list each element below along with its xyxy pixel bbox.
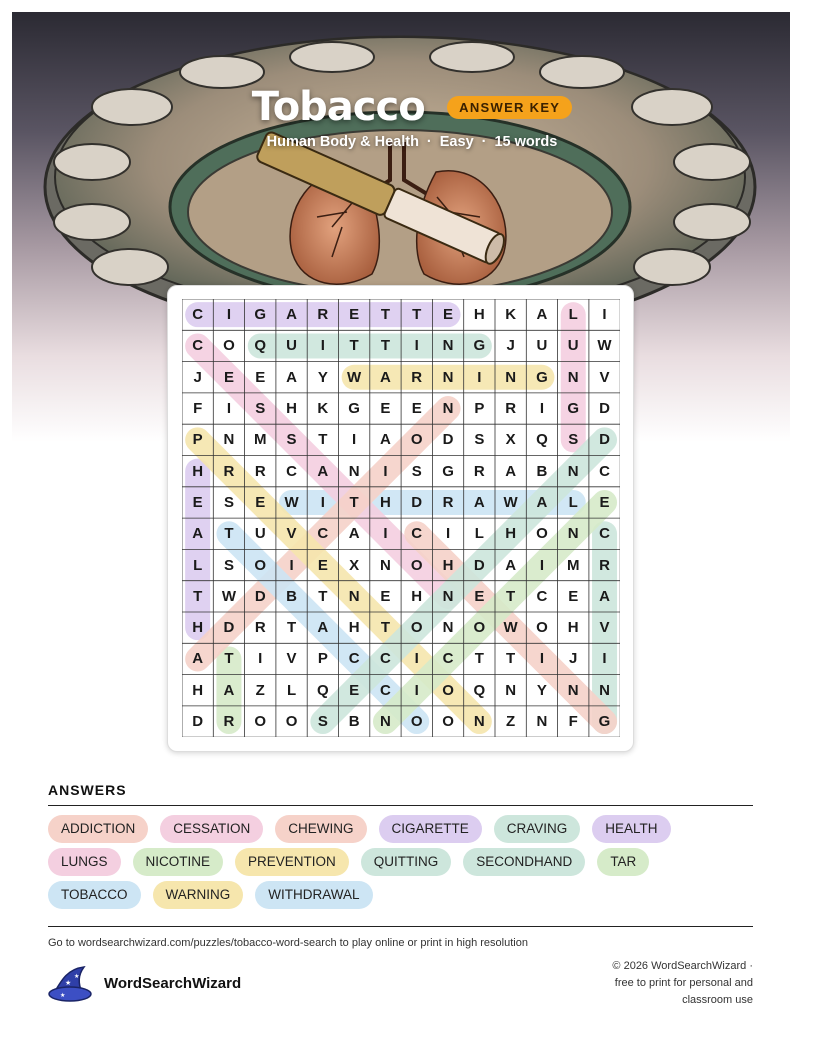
grid-cell: U: [286, 337, 297, 355]
grid-cell: T: [318, 431, 328, 449]
answer-key-badge: ANSWER KEY: [447, 96, 572, 119]
grid-cell: Y: [536, 681, 547, 699]
grid-cell: C: [442, 650, 454, 668]
grid-cell: P: [192, 431, 203, 449]
grid-cell: G: [567, 400, 580, 418]
grid-cell: Q: [317, 681, 329, 699]
footer-divider: [48, 926, 753, 927]
grid-cell: A: [317, 462, 329, 480]
grid-cell: B: [536, 462, 548, 480]
grid-cell: I: [226, 306, 232, 324]
grid-cell: V: [599, 619, 610, 637]
grid-cell: Y: [317, 368, 328, 386]
grid-cell: D: [473, 556, 485, 574]
grid-cell: A: [286, 306, 297, 324]
answer-chip: CHEWING: [275, 815, 366, 843]
svg-text:★: ★: [74, 973, 80, 980]
grid-cell: K: [317, 400, 329, 418]
grid-cell: G: [536, 368, 548, 386]
grid-cell: N: [223, 431, 235, 449]
grid-cell: G: [348, 400, 360, 418]
answer-chip: TAR: [597, 848, 649, 876]
svg-text:★: ★: [65, 979, 72, 987]
grid-cell: G: [598, 713, 611, 730]
answers-heading: ANSWERS: [48, 782, 127, 798]
grid-cell: O: [473, 619, 486, 637]
grid-cell: R: [223, 713, 235, 730]
grid-cell: D: [599, 400, 610, 418]
grid-cell: Q: [254, 337, 267, 355]
answer-chip: ADDICTION: [48, 815, 148, 843]
grid-cell: H: [380, 493, 391, 511]
grid-cell: T: [474, 650, 484, 668]
grid-cell: M: [566, 556, 580, 574]
grid-cell: T: [506, 587, 516, 605]
grid-cell: E: [380, 587, 391, 605]
grid-cell: C: [599, 525, 610, 543]
grid-cell: D: [442, 431, 454, 449]
grid-cell: L: [193, 556, 203, 574]
grid-cell: E: [411, 400, 422, 418]
answer-chip: CESSATION: [160, 815, 263, 843]
grid-cell: H: [411, 587, 423, 605]
page-title: Tobacco: [251, 84, 425, 130]
answer-chip: CRAVING: [494, 815, 581, 843]
grid-cell: E: [349, 306, 360, 324]
answer-chip: QUITTING: [361, 848, 452, 876]
grid-cell: V: [286, 525, 297, 543]
grid-cell: A: [192, 650, 204, 668]
grid-cell: T: [224, 650, 234, 668]
grid-cell: J: [569, 650, 578, 668]
grid-cell: L: [568, 493, 578, 511]
grid-cell: N: [505, 681, 517, 699]
grid-cell: O: [254, 556, 267, 574]
meta-separator: ·: [481, 134, 487, 150]
svg-text:★: ★: [60, 992, 66, 999]
answer-chip: LUNGS: [48, 848, 121, 876]
grid-cell: G: [473, 337, 486, 355]
brand[interactable]: [48, 963, 241, 1003]
grid-cell: N: [442, 587, 454, 605]
grid-cell: I: [383, 462, 388, 480]
grid-cell: E: [255, 368, 266, 386]
grid-cell: T: [349, 493, 359, 511]
grid-cell: S: [474, 431, 485, 449]
grid-cell: N: [567, 525, 579, 543]
grid-cell: T: [193, 587, 203, 605]
grid-cell: T: [380, 337, 391, 355]
grid-cell: C: [192, 306, 204, 324]
grid-cell: N: [473, 713, 485, 730]
copyright-line: © 2026 WordSearchWizard ·: [612, 960, 753, 972]
grid-cell: T: [506, 650, 516, 668]
grid-cell: E: [380, 400, 391, 418]
grid-cell: T: [224, 525, 234, 543]
grid-cell: W: [503, 493, 518, 511]
grid-cell: F: [568, 713, 578, 730]
copyright-line: classroom use: [682, 994, 753, 1006]
meta-difficulty: Easy: [439, 134, 474, 150]
grid-cell: O: [536, 619, 548, 637]
grid-cell: H: [192, 462, 204, 480]
grid-cell: H: [348, 619, 360, 637]
play-online-note[interactable]: Go to wordsearchwizard.com/puzzles/tobacco-word-search to play online or print in high resolution: [48, 937, 528, 949]
grid-cell: O: [442, 713, 454, 730]
grid-cell: I: [414, 681, 419, 699]
grid-cell: L: [474, 525, 484, 543]
grid-cell: C: [348, 650, 360, 668]
grid-cell: H: [473, 306, 485, 324]
grid-cell: I: [539, 400, 544, 418]
grid-cell: E: [568, 587, 579, 605]
grid-cell: T: [412, 306, 422, 324]
grid-cell: O: [223, 337, 235, 355]
grid-cell: I: [414, 650, 419, 668]
brand-name: WordSearchWizard: [104, 974, 242, 992]
grid-cell: M: [253, 431, 267, 449]
grid-cell: N: [348, 587, 360, 605]
grid-cell: R: [317, 306, 329, 324]
grid-cell: I: [539, 556, 544, 574]
grid-cell: I: [414, 337, 419, 355]
grid-cell: D: [599, 431, 610, 449]
grid-cell: E: [599, 493, 610, 511]
grid-cell: H: [192, 681, 204, 699]
grid-cell: C: [192, 337, 204, 355]
grid-cell: E: [192, 493, 203, 511]
word-search-grid: [182, 299, 620, 737]
grid-cell: D: [254, 587, 266, 605]
grid-cell: R: [599, 556, 610, 574]
grid-cell: P: [317, 650, 328, 668]
answer-list: [48, 815, 760, 914]
grid-cell: A: [599, 587, 610, 605]
grid-cell: A: [505, 556, 517, 574]
grid-cell: L: [568, 306, 578, 324]
grid-cell: N: [442, 368, 454, 386]
answer-chip: SECONDHAND: [463, 848, 585, 876]
grid-cell: K: [505, 306, 517, 324]
grid-cell: O: [410, 431, 423, 449]
grid-cell: C: [380, 681, 391, 699]
grid-cell: S: [568, 431, 579, 449]
grid-cell: T: [318, 587, 328, 605]
answer-chip: NICOTINE: [133, 848, 224, 876]
grid-cell: O: [285, 713, 298, 730]
answer-chip: WITHDRAWAL: [255, 881, 372, 909]
grid-cell: S: [317, 713, 328, 730]
title-row: [12, 84, 790, 130]
grid-cell: I: [320, 493, 325, 511]
grid-cell: I: [289, 556, 294, 574]
grid-cell: A: [286, 368, 297, 386]
answer-chip: PREVENTION: [235, 848, 349, 876]
grid-cell: C: [536, 587, 548, 605]
grid-cell: U: [567, 337, 579, 355]
grid-cell: P: [474, 400, 485, 418]
grid-cell: C: [317, 525, 329, 543]
wizard-hat-icon: [48, 963, 92, 1003]
grid-cell: R: [442, 493, 454, 511]
puzzle-meta: [12, 134, 790, 150]
grid-cell: X: [349, 556, 360, 574]
grid-cell: R: [254, 462, 266, 480]
grid-cell: R: [505, 400, 517, 418]
grid-cell: S: [286, 431, 297, 449]
grid-cell: W: [503, 619, 518, 637]
grid-cell: G: [254, 306, 267, 324]
grid-cell: J: [193, 368, 202, 386]
grid-cell: I: [539, 650, 544, 668]
grid-cell: N: [567, 368, 579, 386]
grid-cell: I: [383, 525, 388, 543]
answer-chip: WARNING: [153, 881, 244, 909]
grid-cell: C: [599, 462, 610, 480]
grid-cell: A: [192, 525, 204, 543]
grid-cell: I: [602, 306, 607, 324]
grid-cell: H: [505, 525, 517, 543]
grid-cell: A: [473, 493, 485, 511]
grid-cell: E: [349, 681, 360, 699]
grid-cell: I: [445, 525, 451, 543]
grid-cell: V: [286, 650, 297, 668]
grid-cell: J: [506, 337, 515, 355]
grid-cell: T: [380, 619, 391, 637]
grid-cell: H: [192, 619, 204, 637]
answer-chip: TOBACCO: [48, 881, 141, 909]
grid-cell: S: [223, 493, 234, 511]
grid-cell: O: [442, 681, 454, 699]
grid-cell: R: [254, 619, 266, 637]
grid-cell: W: [597, 337, 612, 355]
copyright-line: free to print for personal and: [614, 977, 753, 989]
grid-cell: B: [286, 587, 297, 605]
grid-cell: O: [536, 525, 548, 543]
grid-cell: X: [505, 431, 516, 449]
grid-cell: I: [477, 368, 482, 386]
grid-cell: Q: [473, 681, 486, 699]
grid-cell: B: [348, 713, 360, 730]
grid-cell: D: [223, 619, 235, 637]
grid-cell: N: [442, 337, 454, 355]
grid-cell: Q: [536, 431, 548, 449]
grid-cell: O: [410, 713, 423, 730]
grid-cell: C: [286, 462, 297, 480]
grid-cell: N: [567, 462, 579, 480]
answer-chip: CIGARETTE: [379, 815, 482, 843]
grid-cell: R: [473, 462, 485, 480]
grid-cell: H: [442, 556, 454, 574]
grid-cell: A: [536, 306, 548, 324]
grid-cell: O: [410, 619, 423, 637]
grid-cell: D: [411, 493, 423, 511]
grid-cell: N: [442, 619, 454, 637]
grid-cell: N: [380, 556, 391, 574]
grid-cell: C: [411, 525, 423, 543]
grid-cell: Z: [255, 681, 265, 699]
grid-cell: A: [505, 462, 517, 480]
grid-cell: E: [317, 556, 328, 574]
grid-cell: V: [599, 368, 610, 386]
grid-cell: A: [380, 368, 391, 386]
grid-cell: N: [380, 713, 391, 730]
letter-cells: [182, 299, 620, 737]
grid-cell: S: [255, 400, 266, 418]
grid-cell: N: [567, 681, 579, 699]
grid-cell: T: [349, 337, 359, 355]
grid-cell: E: [255, 493, 266, 511]
grid-cell: R: [411, 368, 423, 386]
meta-category: Human Body & Health: [266, 134, 419, 150]
grid-cell: E: [223, 368, 234, 386]
grid-cell: W: [221, 587, 237, 605]
grid-cell: A: [348, 525, 360, 543]
grid-cell: A: [223, 681, 235, 699]
grid-cell: T: [286, 619, 297, 637]
grid-cell: I: [320, 337, 325, 355]
grid-cell: S: [411, 462, 422, 480]
grid-cell: H: [567, 619, 579, 637]
answers-divider: [48, 805, 753, 806]
grid-cell: E: [443, 306, 454, 324]
grid-cell: A: [380, 431, 391, 449]
grid-cell: T: [380, 306, 391, 324]
grid-cell: E: [474, 587, 485, 605]
grid-cell: S: [223, 556, 234, 574]
grid-cell: H: [286, 400, 297, 418]
grid-cell: N: [505, 368, 517, 386]
grid-cell: I: [602, 650, 607, 668]
grid-cell: A: [536, 493, 548, 511]
grid-cell: N: [348, 462, 360, 480]
grid-cell: F: [193, 400, 203, 418]
grid-cell: O: [254, 713, 267, 730]
grid-cell: D: [192, 713, 204, 730]
answer-chip: HEALTH: [592, 815, 670, 843]
grid-cell: I: [226, 400, 232, 418]
grid-cell: G: [442, 462, 454, 480]
grid-cell: C: [380, 650, 391, 668]
grid-cell: Z: [506, 713, 516, 730]
grid-cell: U: [254, 525, 266, 543]
grid-cell: U: [536, 337, 548, 355]
copyright-note: [563, 958, 753, 1009]
grid-cell: N: [599, 681, 610, 699]
grid-cell: L: [286, 681, 297, 699]
grid-cell: O: [410, 556, 423, 574]
grid-cell: A: [317, 619, 329, 637]
meta-word-count: 15 words: [494, 134, 558, 150]
grid-cell: W: [284, 493, 299, 511]
meta-separator: ·: [426, 134, 432, 150]
grid-cell: R: [223, 462, 235, 480]
grid-cell: I: [258, 650, 263, 668]
grid-cell: N: [442, 400, 454, 418]
grid-cell: N: [536, 713, 548, 730]
grid-cell: W: [347, 368, 362, 386]
grid-cell: I: [352, 431, 357, 449]
